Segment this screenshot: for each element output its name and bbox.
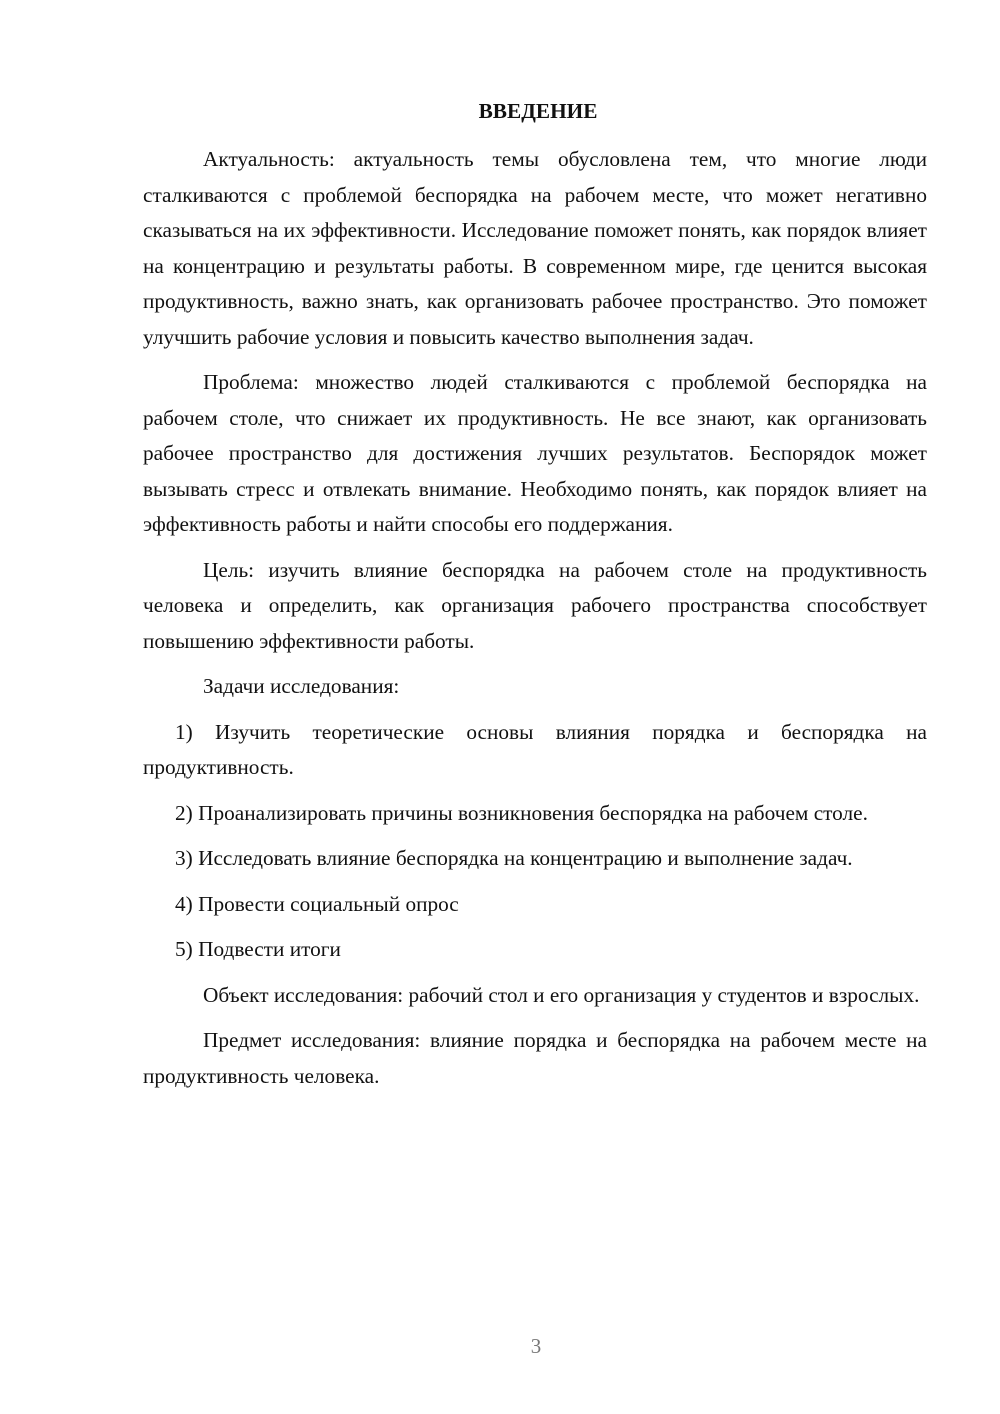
section-title-text: ВВЕДЕНИЕ	[478, 99, 598, 123]
tasks-heading: Задачи исследования:	[203, 674, 400, 698]
problem-paragraph: Проблема: множество людей сталкиваются с проблемой беспорядка на рабочем столе, что снижает их продуктивность. Не все знают, как организовать рабочее пространство для достижения лучших результатов. Беспорядок может вызывать стресс и отвлекать внимание. Необходимо понять, как порядок влияет на эффективность работы и найти способы его поддержания.	[143, 370, 927, 536]
task-item-2: 2) Проанализировать причины возникновения беспорядка на рабочем столе.	[175, 800, 868, 825]
subject-paragraph: Предмет исследования: влияние порядка и беспорядка на рабочем месте на продуктивность человека.	[143, 1028, 927, 1088]
task-item-4: 4) Провести социальный опрос	[175, 891, 459, 916]
task-item-5: 5) Подвести итоги	[175, 937, 341, 961]
task-item-3: 3) Исследовать влияние беспорядка на концентрацию и выполнение задач.	[175, 846, 853, 870]
object-paragraph: Объект исследования: рабочий стол и его организация у студентов и взрослых.	[203, 982, 920, 1007]
page-content	[143, 96, 927, 1094]
task-item-1: 1) Изучить теоретические основы влияния порядка и беспорядка на продуктивность.	[143, 719, 927, 779]
goal-paragraph: Цель: изучить влияние беспорядка на рабочем столе на продуктивность человека и определить, как организация рабочего пространства способствует повышению эффективности работы.	[143, 557, 927, 653]
page-number	[0, 1334, 1000, 1359]
section-title	[143, 96, 927, 126]
page-number-text: 3	[530, 1334, 542, 1358]
relevance-paragraph: Актуальность: актуальность темы обусловлена тем, что многие люди сталкиваются с проблемой беспорядка на рабочем месте, что может негативно сказываться на их эффективности. Исследование поможет понять, как порядок влияет на концентрацию и результаты работы. В современном мире, где ценится высокая продуктивность, важно знать, как организовать рабочее пространство. Это поможет улучшить рабочие условия и повысить качество выполнения задач.	[143, 147, 927, 349]
